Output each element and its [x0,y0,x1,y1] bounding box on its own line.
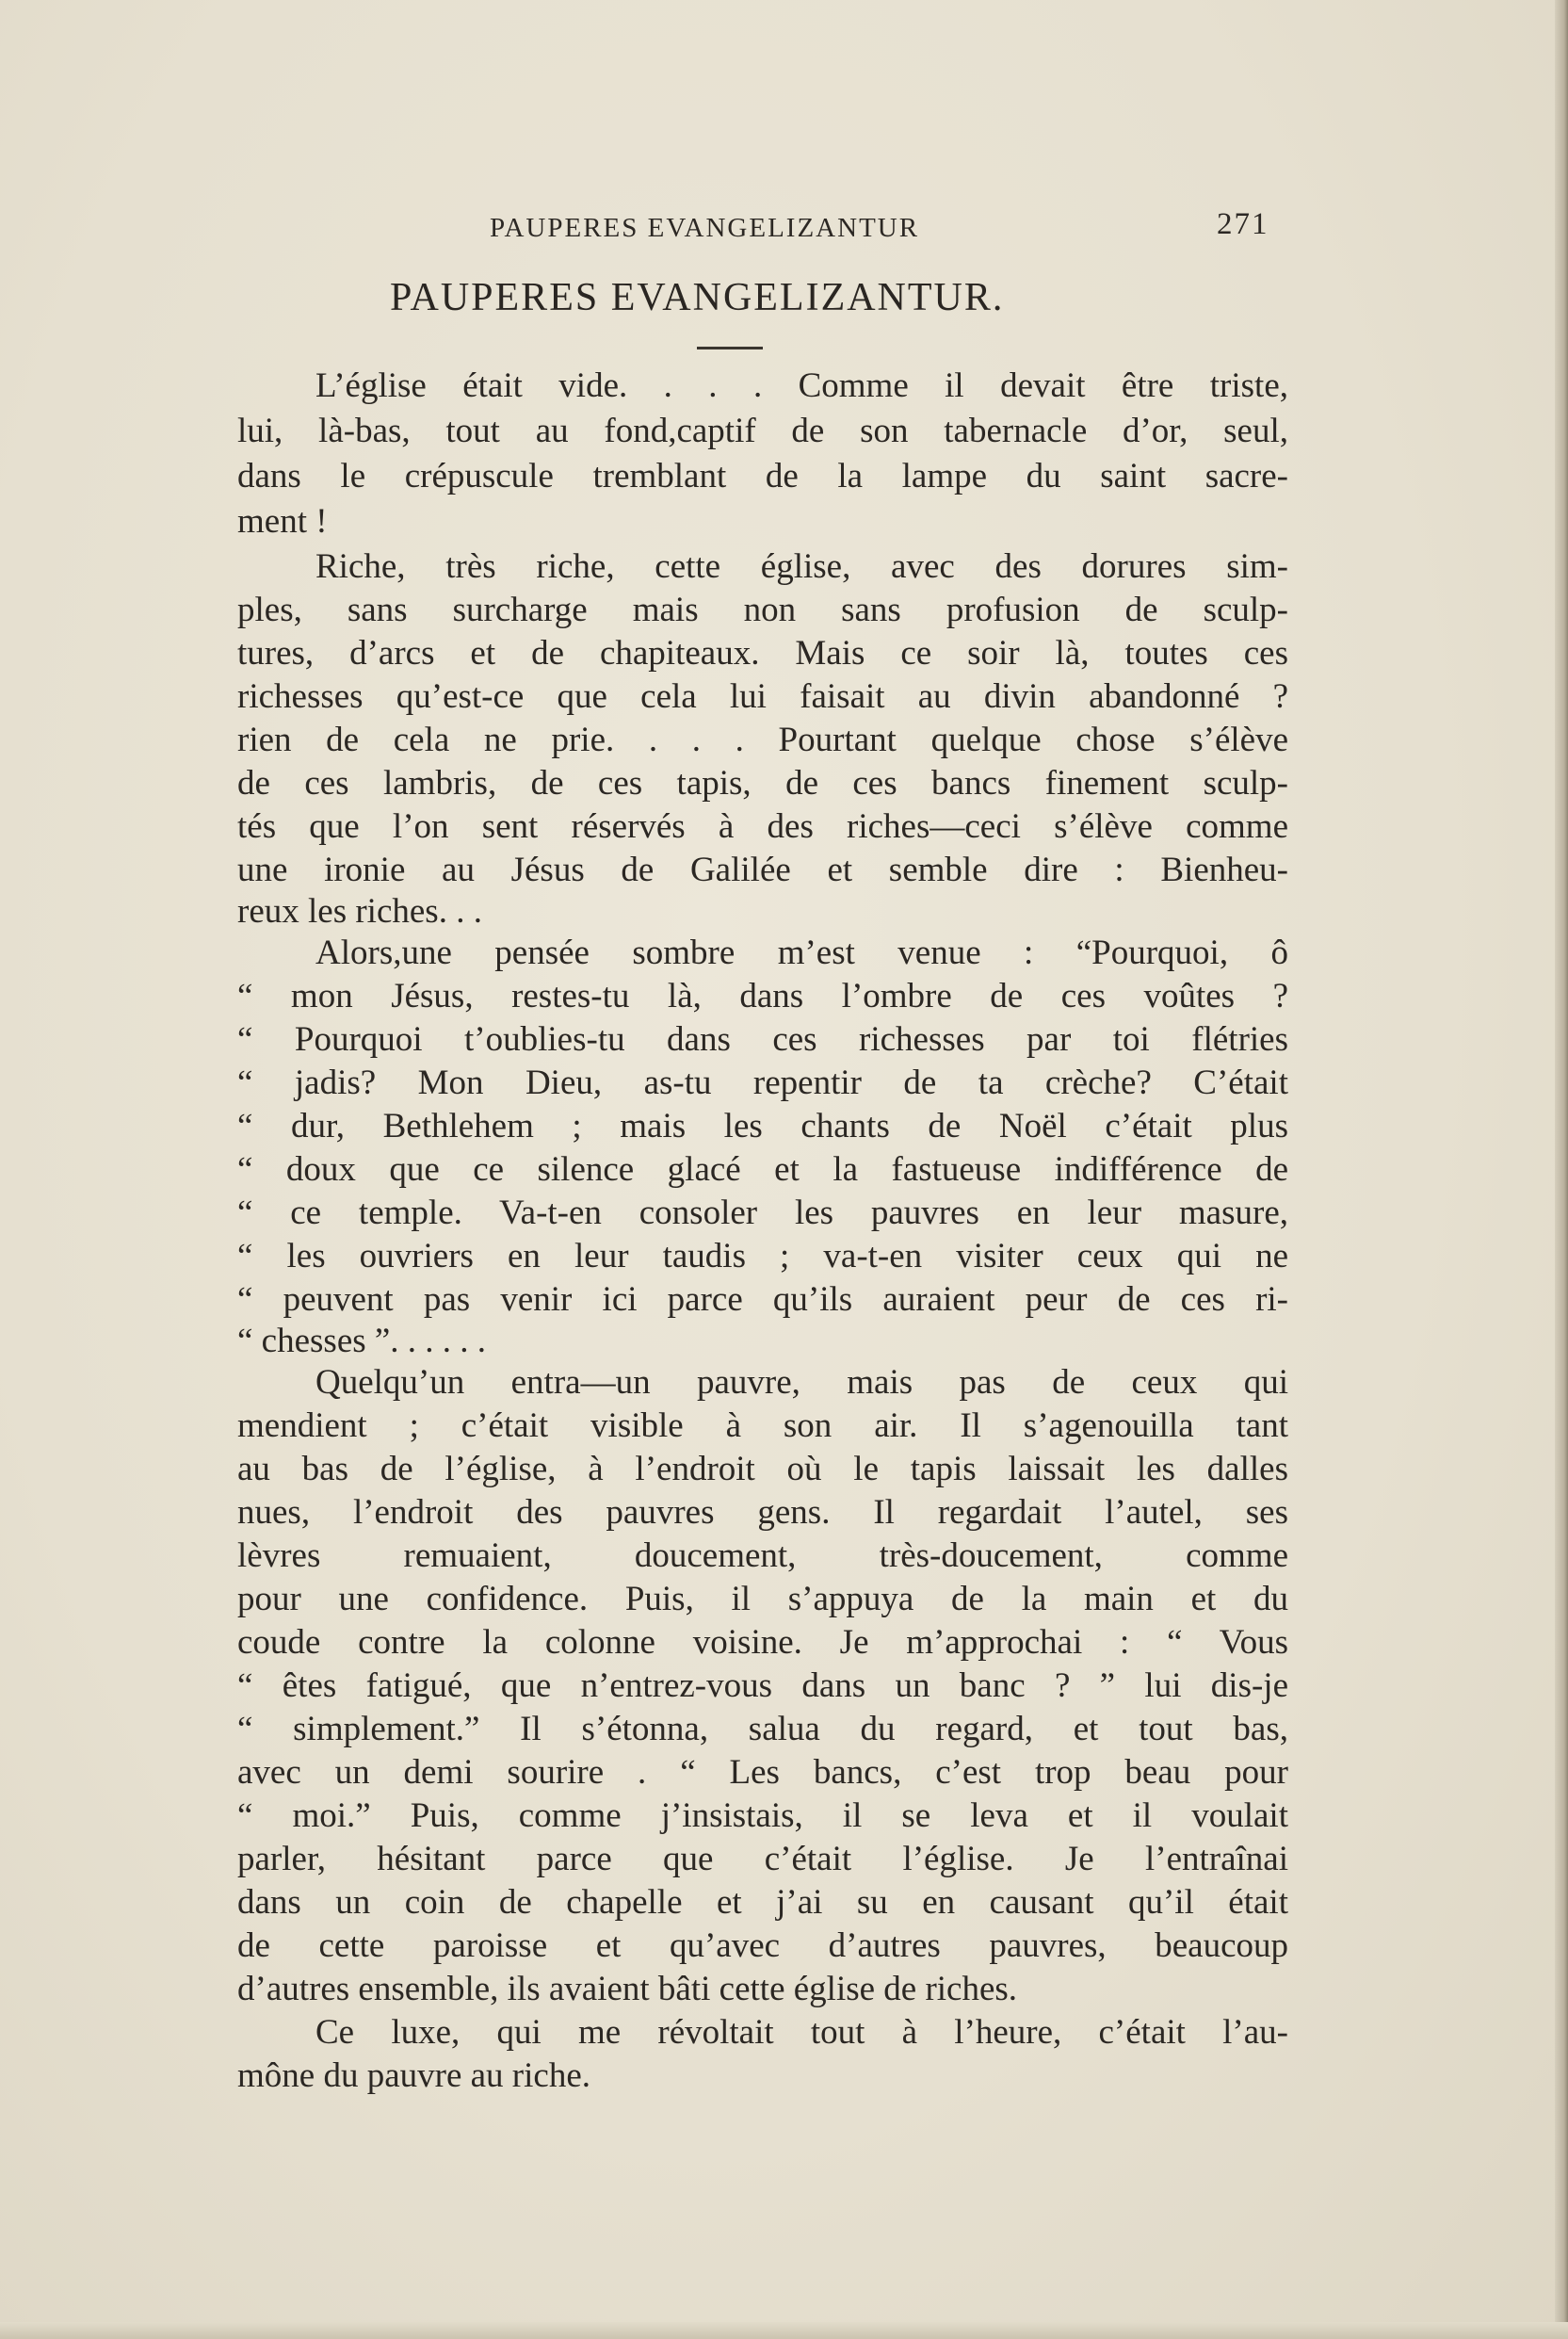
text-line: de cette paroisse et qu’avec d’autres pauvres, beaucoup [237,1926,1288,1965]
text-line: une ironie au Jésus de Galilée et semble dire : Bienheu- [237,851,1288,889]
text-line: Alors,une pensée sombre m’est venue : “Pourquoi, ô [315,934,1288,972]
text-line: “ ce temple. Va-t-en consoler les pauvres en leur masure, [237,1194,1288,1232]
text-line: “ jadis? Mon Dieu, as-tu repentir de ta crèche? C’était [237,1064,1288,1102]
text-line: tures, d’arcs et de chapiteaux. Mais ce soir là, toutes ces [237,634,1288,673]
text-line: “ doux que ce silence glacé et la fastueuse indifférence de [237,1150,1288,1189]
text-line: rien de cela ne prie. . . . Pourtant quelque chose s’élève [237,721,1288,759]
text-line: lui, là-bas, tout au fond,captif de son tabernacle d’or, seul, [237,412,1288,450]
text-line: avec un demi sourire . “ Les bancs, c’est trop beau pour [237,1753,1288,1792]
text-line: “ chesses ”. . . . . . [237,1322,487,1360]
text-line: “ Pourquoi t’oublies-tu dans ces richesses par toi flétries [237,1020,1288,1059]
text-line: Riche, très riche, cette église, avec des dorures sim- [315,547,1288,586]
text-line: L’église était vide. . . . Comme il devait être triste, [315,366,1288,405]
text-line: ment ! [237,502,328,541]
text-line: lèvres remuaient, doucement, très-doucement, comme [237,1536,1288,1575]
text-line: “ les ouvriers en leur taudis ; va-t-en visiter ceux qui ne [237,1237,1288,1275]
page-edge-bottom [0,2322,1568,2339]
text-line: richesses qu’est-ce que cela lui faisait au divin abandonné ? [237,677,1288,716]
text-line: de ces lambris, de ces tapis, de ces bancs finement sculp- [237,764,1288,803]
text-line: dans un coin de chapelle et j’ai su en causant qu’il était [237,1883,1288,1922]
text-line: dans le crépuscule tremblant de la lampe du saint sacre- [237,457,1288,495]
text-line: Ce luxe, qui me révoltait tout à l’heure, c’était l’au- [315,2013,1288,2052]
text-line: coude contre la colonne voisine. Je m’approchai : “ Vous [237,1623,1288,1662]
text-line: mendient ; c’était visible à son air. Il s’agenouilla tant [237,1406,1288,1445]
text-line: “ moi.” Puis, comme j’insistais, il se leva et il voulait [237,1796,1288,1835]
running-head: PAUPERES EVANGELIZANTUR [490,213,920,243]
text-line: reux les riches. . . [237,892,482,931]
text-line: d’autres ensemble, ils avaient bâti cette église de riches. [237,1970,1018,2008]
text-line: Quelqu’un entra—un pauvre, mais pas de ceux qui [315,1363,1288,1402]
page-edge-right [1555,0,1568,2339]
text-line: “ peuvent pas venir ici parce qu’ils auraient peur de ces ri- [237,1280,1288,1319]
text-line: pour une confidence. Puis, il s’appuya de la main et du [237,1580,1288,1618]
text-line: nues, l’endroit des pauvres gens. Il regardait l’autel, ses [237,1493,1288,1532]
text-line: tés que l’on sent réservés à des riches—ceci s’élève comme [237,807,1288,846]
text-line: “ mon Jésus, restes-tu là, dans l’ombre de ces voûtes ? [237,977,1288,1015]
text-line: “ êtes fatigué, que n’entrez-vous dans un banc ? ” lui dis-je [237,1666,1288,1705]
title-rule [697,347,763,349]
text-line: ples, sans surcharge mais non sans profusion de sculp- [237,591,1288,629]
page-number: 271 [1217,207,1269,241]
chapter-title: PAUPERES EVANGELIZANTUR. [390,276,1005,319]
text-line: “ simplement.” Il s’étonna, salua du regard, et tout bas, [237,1710,1288,1748]
text-line: “ dur, Bethlehem ; mais les chants de Noël c’était plus [237,1107,1288,1145]
text-line: parler, hésitant parce que c’était l’église. Je l’entraînai [237,1840,1288,1878]
text-line: au bas de l’église, à l’endroit où le tapis laissait les dalles [237,1450,1288,1488]
text-line: mône du pauvre au riche. [237,2056,590,2095]
